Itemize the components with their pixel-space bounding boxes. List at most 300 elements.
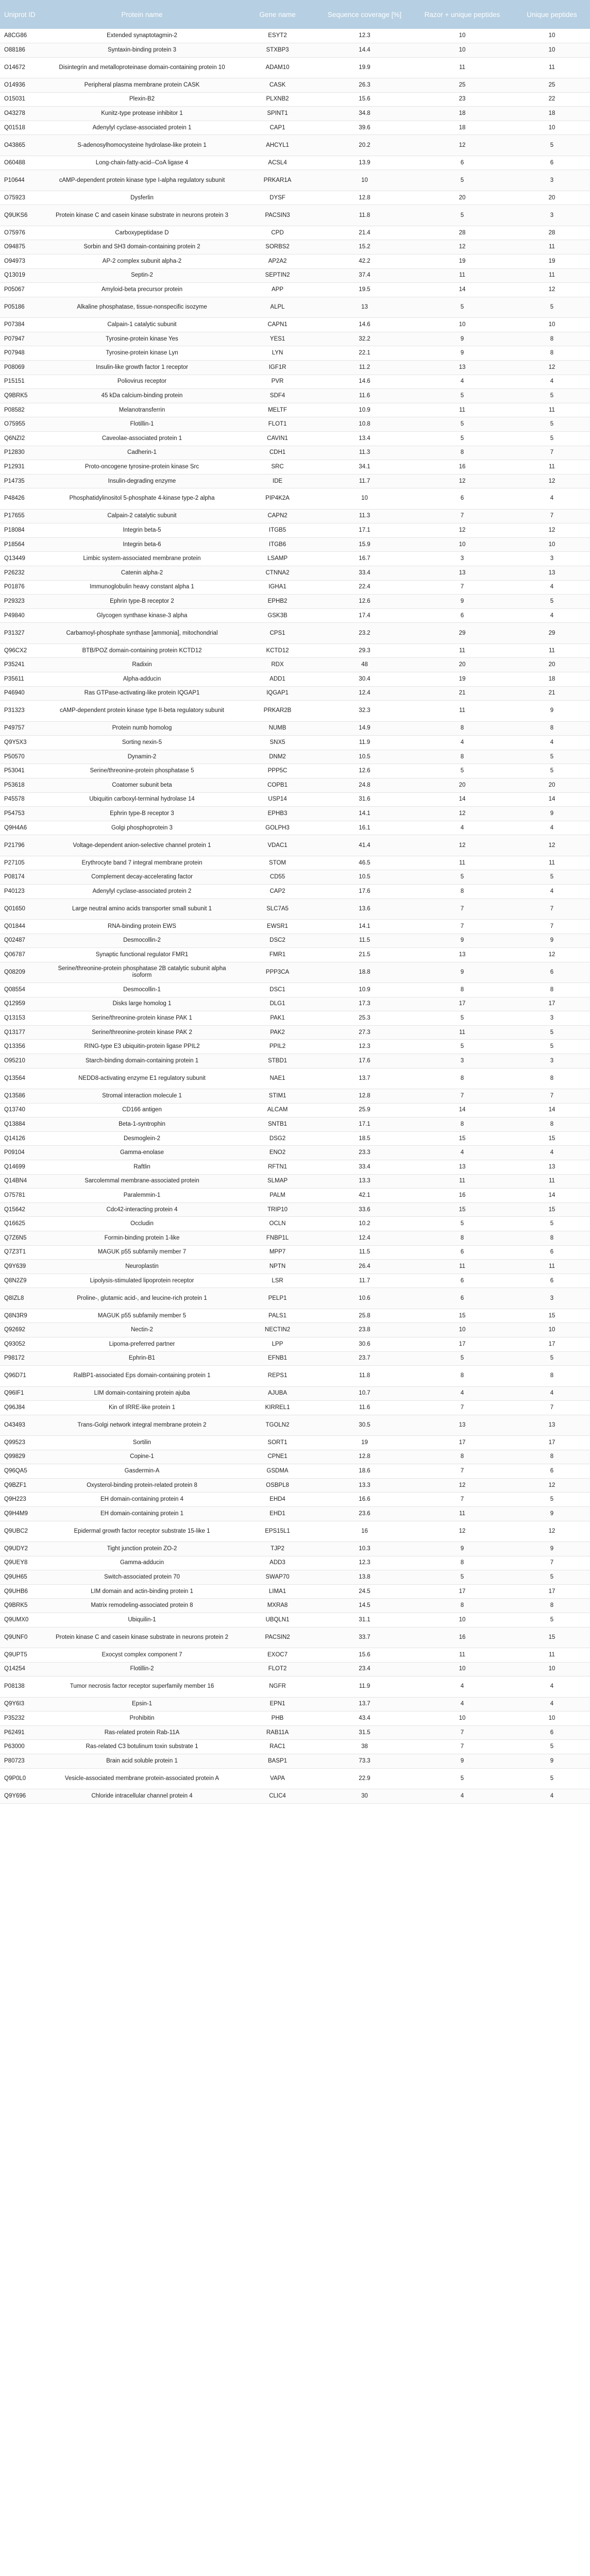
unique-peptides-cell: 20 xyxy=(514,658,590,672)
razor-unique-peptides-cell: 13 xyxy=(411,360,514,375)
unique-peptides-cell: 29 xyxy=(514,623,590,643)
razor-unique-peptides-cell: 10 xyxy=(411,43,514,58)
table-row xyxy=(0,1025,590,1040)
gene-name-cell: GSDMA xyxy=(237,1464,318,1479)
table-row xyxy=(0,1648,590,1662)
uniprot-id-cell: Q99523 xyxy=(0,1436,47,1450)
unique-peptides-cell: 12 xyxy=(514,1521,590,1541)
razor-unique-peptides-cell: 11 xyxy=(411,403,514,417)
table-row xyxy=(0,835,590,856)
uniprot-id-cell: Q9UNF0 xyxy=(0,1627,47,1648)
table-row xyxy=(0,1507,590,1521)
protein-name-cell: Epsin-1 xyxy=(47,1697,237,1711)
uniprot-id-cell: P08582 xyxy=(0,403,47,417)
razor-unique-peptides-cell: 8 xyxy=(411,750,514,764)
protein-name-cell: Carbamoyl-phosphate synthase [ammonia], mitochondrial xyxy=(47,623,237,643)
sequence-coverage-cell: 32.3 xyxy=(318,701,411,721)
table-row xyxy=(0,1131,590,1146)
unique-peptides-cell: 17 xyxy=(514,1436,590,1450)
gene-name-cell: SNTB1 xyxy=(237,1117,318,1132)
razor-unique-peptides-cell: 20 xyxy=(411,778,514,792)
unique-peptides-cell: 12 xyxy=(514,474,590,488)
sequence-coverage-cell: 11.8 xyxy=(318,205,411,226)
gene-name-cell: STBD1 xyxy=(237,1054,318,1069)
razor-unique-peptides-cell: 5 xyxy=(411,1351,514,1366)
table-row xyxy=(0,1754,590,1768)
table-row xyxy=(0,1542,590,1556)
sequence-coverage-cell: 21.4 xyxy=(318,226,411,240)
protein-name-cell: Ras-related C3 botulinum toxin substrate 1 xyxy=(47,1740,237,1754)
unique-peptides-cell: 8 xyxy=(514,1450,590,1464)
protein-name-cell: Limbic system-associated membrane protein xyxy=(47,552,237,566)
uniprot-id-cell: Q14699 xyxy=(0,1160,47,1175)
protein-name-cell: Caveolae-associated protein 1 xyxy=(47,431,237,446)
razor-unique-peptides-cell: 8 xyxy=(411,1231,514,1245)
table-row xyxy=(0,346,590,361)
sequence-coverage-cell: 13 xyxy=(318,297,411,317)
protein-name-cell: Sorbin and SH3 domain-containing protein 2 xyxy=(47,240,237,255)
uniprot-id-cell: Q9H4A6 xyxy=(0,821,47,835)
uniprot-id-cell: Q99829 xyxy=(0,1450,47,1464)
razor-unique-peptides-cell: 6 xyxy=(411,1245,514,1260)
uniprot-id-cell: Q15642 xyxy=(0,1202,47,1217)
unique-peptides-cell: 4 xyxy=(514,736,590,750)
uniprot-id-cell: Q08209 xyxy=(0,962,47,982)
table-row xyxy=(0,1570,590,1585)
unique-peptides-cell: 9 xyxy=(514,1507,590,1521)
razor-unique-peptides-cell: 7 xyxy=(411,1401,514,1415)
gene-name-cell: ACSL4 xyxy=(237,156,318,170)
gene-name-cell: AJUBA xyxy=(237,1386,318,1401)
uniprot-id-cell: P63000 xyxy=(0,1740,47,1754)
uniprot-id-cell: Q9BZF1 xyxy=(0,1478,47,1493)
protein-name-cell: Adenylyl cyclase-associated protein 1 xyxy=(47,121,237,135)
sequence-coverage-cell: 18.6 xyxy=(318,1464,411,1479)
razor-unique-peptides-cell: 4 xyxy=(411,1146,514,1160)
sequence-coverage-cell: 19.5 xyxy=(318,283,411,297)
protein-name-cell: Alpha-adducin xyxy=(47,672,237,687)
protein-name-cell: Beta-1-syntrophin xyxy=(47,1117,237,1132)
uniprot-id-cell: P05186 xyxy=(0,297,47,317)
unique-peptides-cell: 11 xyxy=(514,643,590,658)
sequence-coverage-cell: 46.5 xyxy=(318,856,411,870)
uniprot-id-cell: P17655 xyxy=(0,509,47,523)
uniprot-id-cell: Q13564 xyxy=(0,1068,47,1089)
table-row xyxy=(0,1768,590,1789)
razor-unique-peptides-cell: 8 xyxy=(411,1068,514,1089)
table-row xyxy=(0,672,590,687)
table-row xyxy=(0,1011,590,1026)
gene-name-cell: CASK xyxy=(237,78,318,93)
sequence-coverage-cell: 16.1 xyxy=(318,821,411,835)
table-row xyxy=(0,1464,590,1479)
table-row xyxy=(0,1337,590,1351)
protein-name-cell: EH domain-containing protein 1 xyxy=(47,1507,237,1521)
razor-unique-peptides-cell: 5 xyxy=(411,297,514,317)
gene-name-cell: RAC1 xyxy=(237,1740,318,1754)
table-row xyxy=(0,537,590,552)
sequence-coverage-cell: 17.3 xyxy=(318,997,411,1011)
protein-name-cell: Ubiquitin carboxyl-terminal hydrolase 14 xyxy=(47,792,237,807)
sequence-coverage-cell: 12.4 xyxy=(318,686,411,701)
gene-name-cell: SORBS2 xyxy=(237,240,318,255)
uniprot-id-cell: O94973 xyxy=(0,255,47,269)
sequence-coverage-cell: 31.1 xyxy=(318,1613,411,1628)
uniprot-id-cell: P35611 xyxy=(0,672,47,687)
uniprot-id-cell: O75781 xyxy=(0,1189,47,1203)
sequence-coverage-cell: 11.2 xyxy=(318,360,411,375)
protein-name-cell: Insulin-like growth factor 1 receptor xyxy=(47,360,237,375)
uniprot-id-cell: O15031 xyxy=(0,92,47,107)
gene-name-cell: MXRA8 xyxy=(237,1599,318,1613)
sequence-coverage-cell: 12.8 xyxy=(318,1450,411,1464)
unique-peptides-cell: 11 xyxy=(514,1260,590,1274)
sequence-coverage-cell: 30.6 xyxy=(318,1337,411,1351)
protein-name-cell: Trans-Golgi network integral membrane protein 2 xyxy=(47,1415,237,1435)
unique-peptides-cell: 11 xyxy=(514,240,590,255)
protein-name-cell: Prohibitin xyxy=(47,1711,237,1726)
protein-name-cell: cAMP-dependent protein kinase type I-alpha regulatory subunit xyxy=(47,170,237,191)
table-row xyxy=(0,57,590,78)
gene-name-cell: ALPL xyxy=(237,297,318,317)
razor-unique-peptides-cell: 17 xyxy=(411,1436,514,1450)
gene-name-cell: NPTN xyxy=(237,1260,318,1274)
table-row xyxy=(0,226,590,240)
unique-peptides-cell: 20 xyxy=(514,191,590,205)
razor-unique-peptides-cell: 12 xyxy=(411,240,514,255)
table-row xyxy=(0,821,590,835)
razor-unique-peptides-cell: 28 xyxy=(411,226,514,240)
protein-name-cell: LIM domain and actin-binding protein 1 xyxy=(47,1584,237,1599)
gene-name-cell: PRKAR1A xyxy=(237,170,318,191)
uniprot-id-cell: A8CG86 xyxy=(0,29,47,43)
sequence-coverage-cell: 10.2 xyxy=(318,1217,411,1231)
sequence-coverage-cell: 30 xyxy=(318,1789,411,1803)
protein-name-cell: Extended synaptotagmin-2 xyxy=(47,29,237,43)
table-row xyxy=(0,1040,590,1054)
protein-name-cell: Amyloid-beta precursor protein xyxy=(47,283,237,297)
uniprot-id-cell: Q13177 xyxy=(0,1025,47,1040)
sequence-coverage-cell: 39.6 xyxy=(318,121,411,135)
unique-peptides-cell: 3 xyxy=(514,1054,590,1069)
protein-name-cell: Peripheral plasma membrane protein CASK xyxy=(47,78,237,93)
razor-unique-peptides-cell: 5 xyxy=(411,431,514,446)
uniprot-id-cell: P50570 xyxy=(0,750,47,764)
sequence-coverage-cell: 31.5 xyxy=(318,1725,411,1740)
unique-peptides-cell: 8 xyxy=(514,332,590,346)
razor-unique-peptides-cell: 14 xyxy=(411,1103,514,1117)
uniprot-id-cell: Q93052 xyxy=(0,1337,47,1351)
uniprot-id-cell: Q01650 xyxy=(0,899,47,919)
protein-name-cell: Radixin xyxy=(47,658,237,672)
protein-name-cell: Kin of IRRE-like protein 1 xyxy=(47,1401,237,1415)
protein-name-cell: Switch-associated protein 70 xyxy=(47,1570,237,1585)
protein-name-cell: Desmoglein-2 xyxy=(47,1131,237,1146)
unique-peptides-cell: 5 xyxy=(514,1740,590,1754)
gene-name-cell: EPS15L1 xyxy=(237,1521,318,1541)
uniprot-id-cell: Q9UH65 xyxy=(0,1570,47,1585)
protein-name-cell: Calpain-2 catalytic subunit xyxy=(47,509,237,523)
uniprot-id-cell: Q12959 xyxy=(0,997,47,1011)
sequence-coverage-cell: 10.9 xyxy=(318,983,411,997)
unique-peptides-cell: 5 xyxy=(514,1217,590,1231)
table-header xyxy=(0,0,590,29)
sequence-coverage-cell: 20.2 xyxy=(318,135,411,156)
sequence-coverage-cell: 12.3 xyxy=(318,29,411,43)
table-row xyxy=(0,1217,590,1231)
razor-unique-peptides-cell: 8 xyxy=(411,1556,514,1570)
protein-name-cell: Sorting nexin-5 xyxy=(47,736,237,750)
uniprot-id-cell: Q7Z6N5 xyxy=(0,1231,47,1245)
gene-name-cell: YES1 xyxy=(237,332,318,346)
sequence-coverage-cell: 10.5 xyxy=(318,750,411,764)
unique-peptides-cell: 7 xyxy=(514,509,590,523)
gene-name-cell: SWAP70 xyxy=(237,1570,318,1585)
razor-unique-peptides-cell: 10 xyxy=(411,1323,514,1337)
razor-unique-peptides-cell: 6 xyxy=(411,608,514,623)
sequence-coverage-cell: 16.7 xyxy=(318,552,411,566)
razor-unique-peptides-cell: 18 xyxy=(411,121,514,135)
gene-name-cell: PVR xyxy=(237,375,318,389)
sequence-coverage-cell: 11.5 xyxy=(318,934,411,948)
razor-unique-peptides-cell: 5 xyxy=(411,1570,514,1585)
razor-unique-peptides-cell: 12 xyxy=(411,1478,514,1493)
sequence-coverage-cell: 11.3 xyxy=(318,446,411,460)
uniprot-id-cell: Q13019 xyxy=(0,268,47,283)
protein-name-cell: Protein numb homolog xyxy=(47,721,237,736)
table-row xyxy=(0,643,590,658)
gene-name-cell: ENO2 xyxy=(237,1146,318,1160)
protein-name-cell: Disks large homolog 1 xyxy=(47,997,237,1011)
razor-unique-peptides-cell: 12 xyxy=(411,474,514,488)
sequence-coverage-cell: 14.1 xyxy=(318,919,411,934)
unique-peptides-cell: 10 xyxy=(514,29,590,43)
sequence-coverage-cell: 30.5 xyxy=(318,1415,411,1435)
protein-name-cell: Raftlin xyxy=(47,1160,237,1175)
unique-peptides-cell: 10 xyxy=(514,537,590,552)
column-header-uniprot-id: Uniprot ID xyxy=(0,0,47,29)
razor-unique-peptides-cell: 12 xyxy=(411,135,514,156)
gene-name-cell: ESYT2 xyxy=(237,29,318,43)
gene-name-cell: LPP xyxy=(237,1337,318,1351)
razor-unique-peptides-cell: 13 xyxy=(411,948,514,962)
unique-peptides-cell: 13 xyxy=(514,1415,590,1435)
razor-unique-peptides-cell: 11 xyxy=(411,1260,514,1274)
protein-name-cell: Melanotransferrin xyxy=(47,403,237,417)
protein-name-cell: Lipolysis-stimulated lipoprotein receptor xyxy=(47,1274,237,1288)
table-row xyxy=(0,884,590,899)
protein-name-cell: Poliovirus receptor xyxy=(47,375,237,389)
gene-name-cell: IGHA1 xyxy=(237,580,318,595)
table-row xyxy=(0,205,590,226)
protein-name-cell: Serine/threonine-protein kinase PAK 2 xyxy=(47,1025,237,1040)
unique-peptides-cell: 12 xyxy=(514,360,590,375)
gene-name-cell: EPN1 xyxy=(237,1697,318,1711)
gene-name-cell: TGOLN2 xyxy=(237,1415,318,1435)
unique-peptides-cell: 4 xyxy=(514,608,590,623)
uniprot-id-cell: P27105 xyxy=(0,856,47,870)
table-row xyxy=(0,983,590,997)
unique-peptides-cell: 8 xyxy=(514,1117,590,1132)
protein-name-cell: Synaptic functional regulator FMR1 xyxy=(47,948,237,962)
protein-name-cell: Erythrocyte band 7 integral membrane protein xyxy=(47,856,237,870)
table-row xyxy=(0,1366,590,1386)
sequence-coverage-cell: 14.1 xyxy=(318,807,411,821)
gene-name-cell: STXBP3 xyxy=(237,43,318,58)
protein-name-cell: Complement decay-accelerating factor xyxy=(47,870,237,885)
gene-name-cell: CDH1 xyxy=(237,446,318,460)
protein-name-cell: Flotillin-1 xyxy=(47,417,237,432)
uniprot-id-cell: P49840 xyxy=(0,608,47,623)
protein-name-cell: Desmocollin-2 xyxy=(47,934,237,948)
table-row xyxy=(0,608,590,623)
protein-name-cell: Tight junction protein ZO-2 xyxy=(47,1542,237,1556)
razor-unique-peptides-cell: 10 xyxy=(411,1662,514,1676)
sequence-coverage-cell: 33.6 xyxy=(318,1202,411,1217)
razor-unique-peptides-cell: 5 xyxy=(411,389,514,403)
protein-name-cell: Tyrosine-protein kinase Lyn xyxy=(47,346,237,361)
protein-name-cell: LIM domain-containing protein ajuba xyxy=(47,1386,237,1401)
protein-name-cell: Chloride intracellular channel protein 4 xyxy=(47,1789,237,1803)
gene-name-cell: FLOT2 xyxy=(237,1662,318,1676)
table-row xyxy=(0,1401,590,1415)
unique-peptides-cell: 13 xyxy=(514,1160,590,1175)
uniprot-id-cell: Q96D71 xyxy=(0,1366,47,1386)
gene-name-cell: CPS1 xyxy=(237,623,318,643)
unique-peptides-cell: 18 xyxy=(514,107,590,121)
razor-unique-peptides-cell: 8 xyxy=(411,446,514,460)
unique-peptides-cell: 3 xyxy=(514,205,590,226)
table-row xyxy=(0,1725,590,1740)
unique-peptides-cell: 18 xyxy=(514,672,590,687)
sequence-coverage-cell: 13.9 xyxy=(318,156,411,170)
gene-name-cell: STOM xyxy=(237,856,318,870)
uniprot-id-cell: Q9UDY2 xyxy=(0,1542,47,1556)
gene-name-cell: UBQLN1 xyxy=(237,1613,318,1628)
table-row xyxy=(0,934,590,948)
unique-peptides-cell: 5 xyxy=(514,750,590,764)
unique-peptides-cell: 6 xyxy=(514,962,590,982)
protein-name-cell: Serine/threonine-protein phosphatase 2B catalytic subunit alpha isoform xyxy=(47,962,237,982)
table-row xyxy=(0,1662,590,1676)
razor-unique-peptides-cell: 11 xyxy=(411,268,514,283)
uniprot-id-cell: Q8IZL8 xyxy=(0,1288,47,1309)
unique-peptides-cell: 5 xyxy=(514,1025,590,1040)
table-row xyxy=(0,1613,590,1628)
sequence-coverage-cell: 41.4 xyxy=(318,835,411,856)
protein-name-cell: Proline-, glutamic acid-, and leucine-rich protein 1 xyxy=(47,1288,237,1309)
column-header-sequence-coverage: Sequence coverage [%] xyxy=(318,0,411,29)
uniprot-id-cell: P05067 xyxy=(0,283,47,297)
gene-name-cell: DSC1 xyxy=(237,983,318,997)
razor-unique-peptides-cell: 8 xyxy=(411,1599,514,1613)
table-row xyxy=(0,1089,590,1104)
uniprot-id-cell: Q96J84 xyxy=(0,1401,47,1415)
razor-unique-peptides-cell: 4 xyxy=(411,1386,514,1401)
sequence-coverage-cell: 73.3 xyxy=(318,1754,411,1768)
protein-name-cell: Large neutral amino acids transporter small subunit 1 xyxy=(47,899,237,919)
unique-peptides-cell: 3 xyxy=(514,552,590,566)
razor-unique-peptides-cell: 8 xyxy=(411,1366,514,1386)
unique-peptides-cell: 5 xyxy=(514,417,590,432)
protein-name-cell: RNA-binding protein EWS xyxy=(47,919,237,934)
razor-unique-peptides-cell: 16 xyxy=(411,460,514,474)
table-row xyxy=(0,1117,590,1132)
sequence-coverage-cell: 42.2 xyxy=(318,255,411,269)
razor-unique-peptides-cell: 25 xyxy=(411,78,514,93)
unique-peptides-cell: 6 xyxy=(514,156,590,170)
protein-name-cell: Septin-2 xyxy=(47,268,237,283)
gene-name-cell: AHCYL1 xyxy=(237,135,318,156)
protein-name-cell: Formin-binding protein 1-like xyxy=(47,1231,237,1245)
sequence-coverage-cell: 31.6 xyxy=(318,792,411,807)
razor-unique-peptides-cell: 4 xyxy=(411,736,514,750)
sequence-coverage-cell: 11.5 xyxy=(318,1245,411,1260)
column-header-razor-unique-peptides: Razor + unique peptides xyxy=(411,0,514,29)
gene-name-cell: CAP2 xyxy=(237,884,318,899)
table-row xyxy=(0,431,590,446)
uniprot-id-cell: Q14126 xyxy=(0,1131,47,1146)
razor-unique-peptides-cell: 5 xyxy=(411,870,514,885)
table-row xyxy=(0,1584,590,1599)
razor-unique-peptides-cell: 10 xyxy=(411,1613,514,1628)
razor-unique-peptides-cell: 3 xyxy=(411,552,514,566)
gene-name-cell: IDE xyxy=(237,474,318,488)
protein-name-cell: Stromal interaction molecule 1 xyxy=(47,1089,237,1104)
uniprot-id-cell: P31327 xyxy=(0,623,47,643)
unique-peptides-cell: 11 xyxy=(514,460,590,474)
table-row xyxy=(0,1521,590,1541)
table-row xyxy=(0,1174,590,1189)
table-row xyxy=(0,736,590,750)
uniprot-id-cell: Q13153 xyxy=(0,1011,47,1026)
unique-peptides-cell: 14 xyxy=(514,1103,590,1117)
unique-peptides-cell: 11 xyxy=(514,1174,590,1189)
table-row xyxy=(0,1146,590,1160)
gene-name-cell: SNX5 xyxy=(237,736,318,750)
sequence-coverage-cell: 14.6 xyxy=(318,318,411,332)
sequence-coverage-cell: 11.9 xyxy=(318,736,411,750)
sequence-coverage-cell: 13.4 xyxy=(318,431,411,446)
table-row xyxy=(0,78,590,93)
protein-name-cell: Insulin-degrading enzyme xyxy=(47,474,237,488)
table-row xyxy=(0,899,590,919)
unique-peptides-cell: 5 xyxy=(514,1613,590,1628)
sequence-coverage-cell: 22.4 xyxy=(318,580,411,595)
sequence-coverage-cell: 12.3 xyxy=(318,1040,411,1054)
uniprot-id-cell: P26232 xyxy=(0,566,47,581)
sequence-coverage-cell: 18.5 xyxy=(318,1131,411,1146)
gene-name-cell: IGF1R xyxy=(237,360,318,375)
gene-name-cell: RAB11A xyxy=(237,1725,318,1740)
protein-name-cell: Voltage-dependent anion-selective channel protein 1 xyxy=(47,835,237,856)
unique-peptides-cell: 7 xyxy=(514,1089,590,1104)
razor-unique-peptides-cell: 5 xyxy=(411,1011,514,1026)
uniprot-id-cell: P53041 xyxy=(0,764,47,778)
uniprot-id-cell: Q8N3R9 xyxy=(0,1309,47,1323)
gene-name-cell: PLXNB2 xyxy=(237,92,318,107)
sequence-coverage-cell: 23.6 xyxy=(318,1507,411,1521)
unique-peptides-cell: 10 xyxy=(514,1662,590,1676)
sequence-coverage-cell: 10.3 xyxy=(318,1542,411,1556)
protein-name-cell: Cdc42-interacting protein 4 xyxy=(47,1202,237,1217)
table-row xyxy=(0,1068,590,1089)
razor-unique-peptides-cell: 8 xyxy=(411,1450,514,1464)
uniprot-id-cell: O88186 xyxy=(0,43,47,58)
table-row xyxy=(0,332,590,346)
table-row xyxy=(0,92,590,107)
razor-unique-peptides-cell: 4 xyxy=(411,1676,514,1697)
